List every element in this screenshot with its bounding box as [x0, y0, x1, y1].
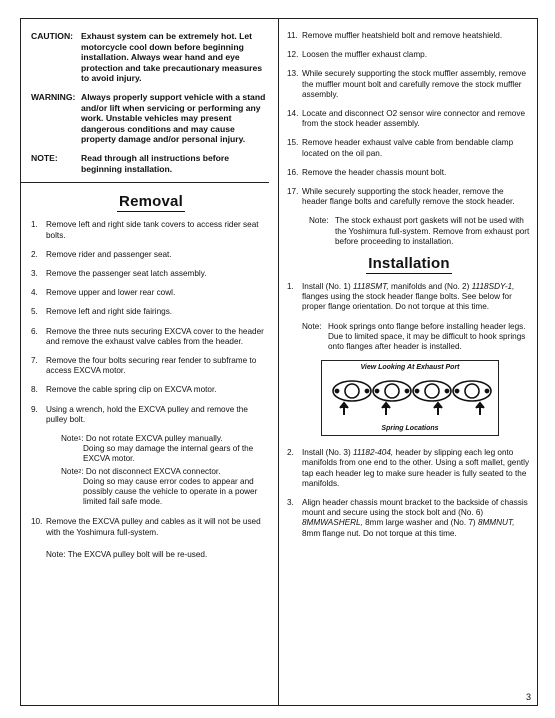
note-text: Read through all instructions before beginning installation. — [81, 152, 230, 174]
column-divider — [278, 19, 279, 705]
removal-step: 1. Remove left and right side tank covers to access rider seat bolts. — [31, 220, 259, 240]
flange-3 — [413, 381, 451, 401]
removal-step: 13. While securely supporting the stock muffler assembly, remove the muffler mount bolt and carefully remove the stock muffler assembly. — [287, 69, 527, 99]
removal-step: 11. Remove muffler heatshield bolt and remove heatshield. — [287, 31, 503, 40]
removal-note-2: Note$^2$: Do not disconnect EXCVA connector. Doing so may cause error codes to appear and possibly cause the vehicle to operate in a power limited fail safe mode. — [61, 466, 258, 507]
removal-step: 6. Remove the three nuts securing EXCVA cover to the header and remove the exhaust valve cables from the header. — [31, 326, 264, 346]
flange-4 — [453, 381, 491, 401]
removal-step: 3. Remove the passenger seat latch assembly. — [31, 269, 207, 279]
left-column — [31, 31, 271, 568]
instruction-page — [20, 18, 538, 706]
removal-step: 16. Remove the header chassis mount bolt. — [287, 167, 447, 177]
caution-text: Exhaust system can be extremely hot. Let motorcycle cool down before beginning installation. Always wear hand and eye protection and take precautionary measures to avoid injury. — [81, 31, 263, 84]
removal-step: 7. Remove the four bolts securing rear fender to subframe to access EXCVA motor. — [31, 356, 257, 376]
note-label: NOTE: — [31, 152, 58, 163]
removal-step: 2. Remove rider and passenger seat. — [31, 249, 172, 259]
removal-step: 10. Remove the EXCVA pulley and cables as it will not be used with the Yoshimura full-system. — [31, 517, 261, 537]
removal-note-1: Note$^1$: Do not rotate EXCVA pulley manually. Doing so may damage the internal gears of the EXCVA motor. — [61, 434, 254, 464]
section-divider — [21, 182, 269, 183]
flange-diagram — [328, 375, 494, 421]
removal-step: 8. Remove the cable spring clip on EXCVA motor. — [31, 385, 217, 395]
page-number: 3 — [525, 692, 531, 702]
installation-step: 3. Align header chassis mount bracket to the backside of chassis mount and secure using the stock bolt and (No. 6) 8MMWASHERL, 8mm large washer and (No. 7) 8MMNUT, 8mm flange nut. Do not torque at this time. — [287, 498, 528, 538]
warning-label: WARNING: — [31, 91, 76, 102]
right-column — [287, 31, 531, 548]
caution-label: CAUTION: — [31, 31, 74, 41]
warning-text: Always properly support vehicle with a stand and/or lift when servicing or performing any work. Unstable vehicles may present dangerous conditions and may cause property damage and/or personal injury. — [81, 91, 266, 145]
spring-arrow-3 — [434, 403, 442, 415]
installation-step: 2. Install (No. 3) 11182-404, header by slipping each leg onto manifolds from one end to the other. Using a soft mallet, gently tap each header leg to make sure header is fully seated to the manifolds. — [287, 448, 530, 488]
spring-arrow-2 — [382, 403, 390, 415]
removal-step: 17. While securely supporting the stock header, remove the header flange bolts and carefully remove the stock header. — [287, 187, 515, 207]
removal-step: 12. Loosen the muffler exhaust clamp. — [287, 50, 428, 60]
removal-step: 15. Remove header exhaust valve cable from bendable clamp located on the oil pan. — [287, 138, 514, 158]
spring-arrow-4 — [476, 403, 484, 415]
pulley-bolt-note: Note: The EXCVA pulley bolt will be re-used. — [46, 549, 208, 559]
spring-arrow-1 — [340, 403, 348, 415]
spring-note: Note: Hook springs onto flange before installing header legs. Due to limited space, it may be difficult to hook springs onto flanges after header is installed. — [302, 321, 526, 352]
note-notice — [31, 153, 271, 174]
gasket-note: Note: The stock exhaust port gaskets will not be used with the Yoshimura full-system. Remove from exhaust port before proceeding to installation. — [309, 216, 530, 246]
removal-step: 14. Locate and disconnect O2 sensor wire connector and remove from the stock header assembly. — [287, 109, 526, 129]
figure-caption: Spring Locations — [381, 425, 439, 433]
installation-step: 1. Install (No. 1) 1118SMT, manifolds and (No. 2) 1118SDY-1, flanges using the stock header flange bolts. See below for proper flange orientation. Do not torque at this time. — [287, 282, 515, 312]
exhaust-port-figure — [321, 360, 499, 436]
caution-notice — [31, 31, 271, 84]
removal-step: 4. Remove upper and lower rear cowl. — [31, 288, 176, 298]
flange-1 — [333, 381, 371, 401]
removal-step: 9. Using a wrench, hold the EXCVA pulley and remove the pulley bolt. — [31, 404, 248, 424]
removal-heading: Removal — [119, 193, 183, 211]
figure-title: View Looking At Exhaust Port — [360, 364, 460, 372]
warning-notice — [31, 92, 271, 145]
flange-2 — [373, 381, 411, 401]
removal-step: 5. Remove left and right side fairings. — [31, 307, 173, 317]
installation-heading: Installation — [368, 255, 450, 273]
